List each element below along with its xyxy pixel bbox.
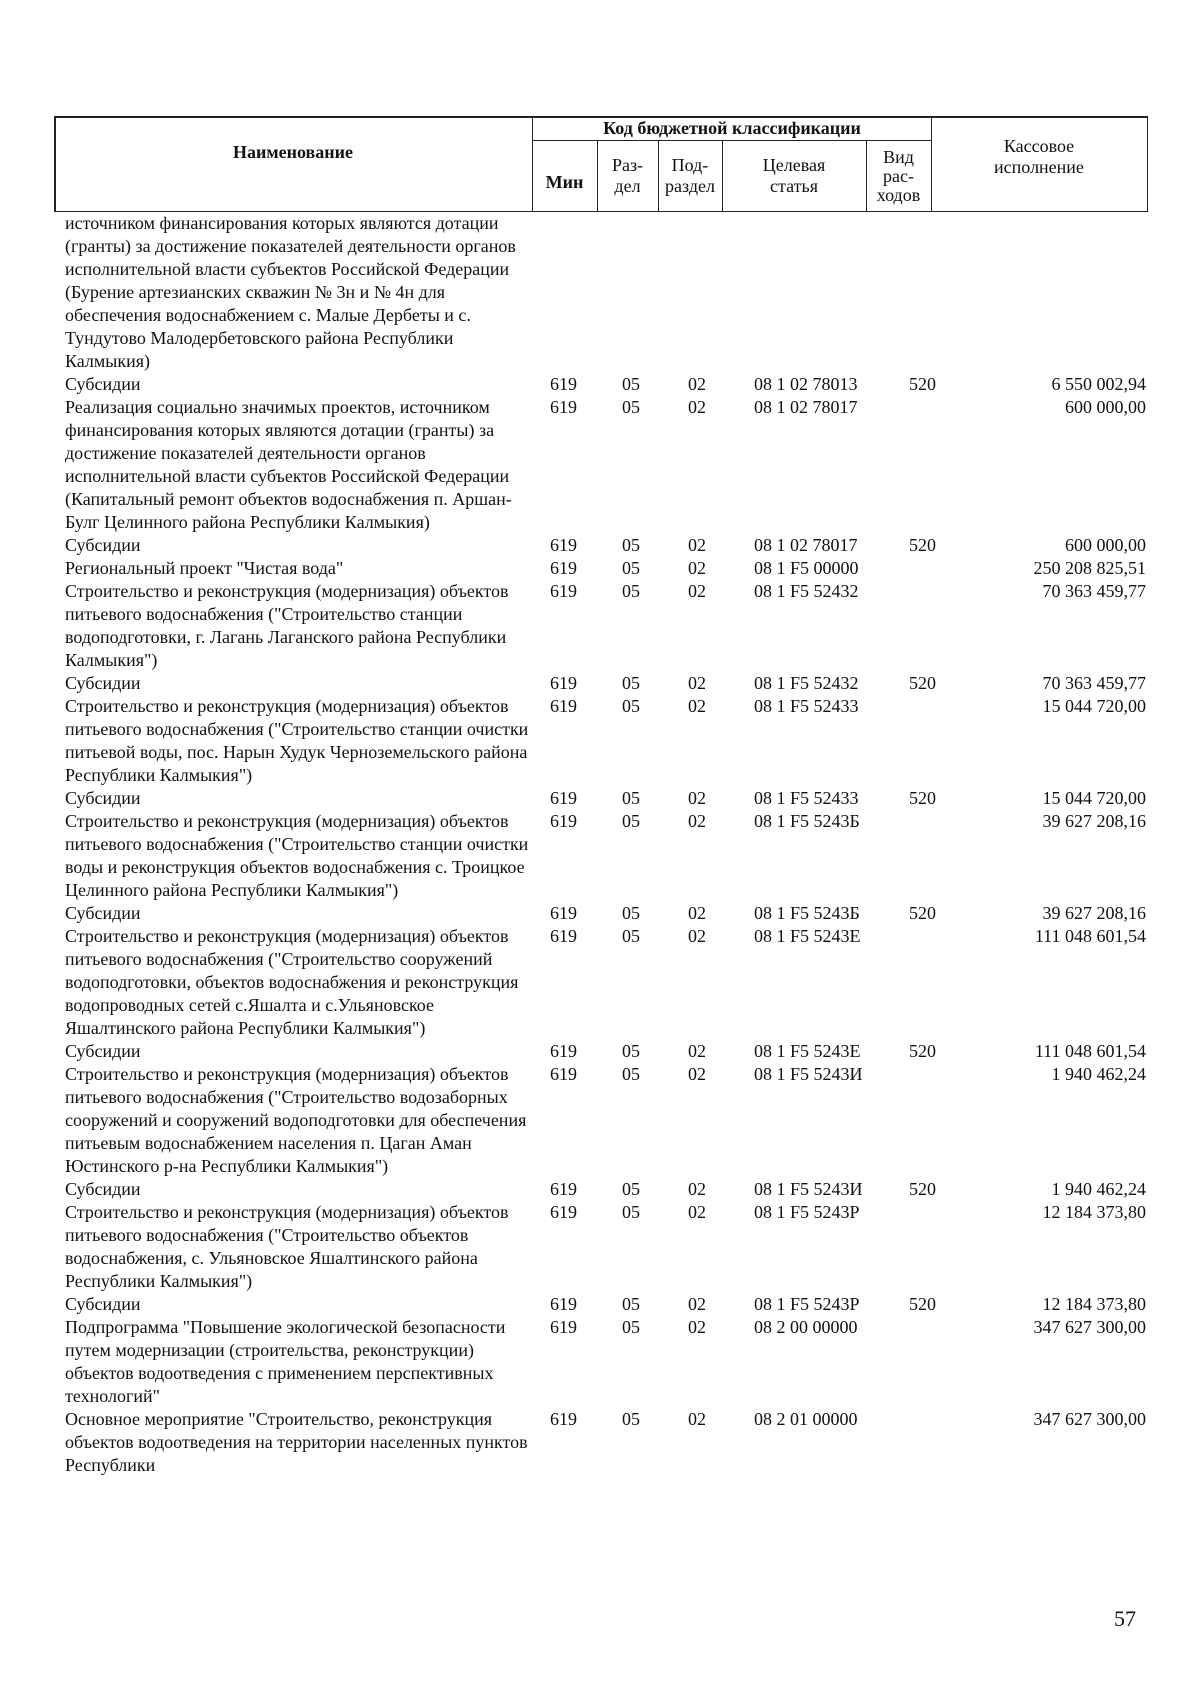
row-min: 619 <box>550 1179 577 1199</box>
row-podrazdel: 02 <box>688 581 706 601</box>
row-razdel: 05 <box>622 1041 640 1061</box>
row-podrazdel: 02 <box>688 696 706 716</box>
row-name: Основное мероприятие "Строительство, реконструкция объектов водоотведения на территории населенных пунктов Республики <box>65 1409 528 1475</box>
table-row <box>0 787 1200 810</box>
row-vid: 520 <box>909 788 936 808</box>
row-sum: 6 550 002,94 <box>1051 374 1146 394</box>
row-razdel: 05 <box>622 903 640 923</box>
row-min: 619 <box>550 397 577 417</box>
row-podrazdel: 02 <box>688 1179 706 1199</box>
header-kbk: Код бюджетной классификации <box>603 117 861 138</box>
row-name: Субсидии <box>65 1179 141 1199</box>
row-podrazdel: 02 <box>688 1317 706 1337</box>
row-sum: 70 363 459,77 <box>1042 581 1146 601</box>
row-sum: 600 000,00 <box>1065 397 1146 417</box>
row-razdel: 05 <box>622 696 640 716</box>
row-vid: 520 <box>909 673 936 693</box>
header-min: Мин <box>545 171 584 192</box>
row-celevaya: 08 1 F5 00000 <box>754 558 859 578</box>
row-podrazdel: 02 <box>688 1041 706 1061</box>
row-sum: 12 184 373,80 <box>1042 1294 1146 1314</box>
row-razdel: 05 <box>622 1409 640 1429</box>
row-celevaya: 08 2 00 00000 <box>754 1317 858 1337</box>
row-razdel: 05 <box>622 673 640 693</box>
row-min: 619 <box>550 1064 577 1084</box>
row-sum: 250 208 825,51 <box>1033 558 1146 578</box>
row-min: 619 <box>550 696 577 716</box>
header-name: Наименование <box>233 141 353 162</box>
row-name: Субсидии <box>65 1294 141 1314</box>
row-sum: 12 184 373,80 <box>1042 1202 1146 1222</box>
row-name: Строительство и реконструкция (модернизация) объектов питьевого водоснабжения ("Строительство водозаборных сооружений и сооружений водоподготовки для обеспечения питьевым водоснабжением населения п. Цаган Аман Юстинского р-на Республики Калмыкия") <box>65 1064 527 1176</box>
row-min: 619 <box>550 1317 577 1337</box>
row-min: 619 <box>550 581 577 601</box>
row-sum: 15 044 720,00 <box>1042 788 1146 808</box>
table-row <box>0 1408 1200 1477</box>
header-kassovoe: Кассовое исполнение <box>994 136 1084 177</box>
table-row <box>0 695 1200 787</box>
row-celevaya: 08 1 F5 5243Б <box>754 903 860 923</box>
row-celevaya: 08 1 F5 5243Е <box>754 1041 861 1061</box>
row-min: 619 <box>550 535 577 555</box>
row-sum: 347 627 300,00 <box>1033 1409 1146 1429</box>
table-row <box>0 1040 1200 1063</box>
row-podrazdel: 02 <box>688 811 706 831</box>
row-min: 619 <box>550 374 577 394</box>
header-podrazdel: Под- раздел <box>665 155 715 196</box>
row-min: 619 <box>550 903 577 923</box>
row-razdel: 05 <box>622 811 640 831</box>
row-razdel: 05 <box>622 581 640 601</box>
header-razdel: Раз- дел <box>611 155 644 196</box>
row-celevaya: 08 1 02 78017 <box>754 535 858 555</box>
row-name: Субсидии <box>65 673 141 693</box>
row-celevaya: 08 1 F5 52432 <box>754 673 859 693</box>
row-podrazdel: 02 <box>688 673 706 693</box>
row-podrazdel: 02 <box>688 926 706 946</box>
row-razdel: 05 <box>622 926 640 946</box>
row-razdel: 05 <box>622 788 640 808</box>
row-celevaya: 08 1 F5 52433 <box>754 788 859 808</box>
row-vid: 520 <box>909 535 936 555</box>
row-min: 619 <box>550 558 577 578</box>
row-name: источником финансирования которых являются дотации (гранты) за достижение показателей деятельности органов исполнительной власти субъектов Российской Федерации (Бурение артезианских скважин № 3н и № 4н для обеспечения водоснабжением с. Малые Дербеты и с. Тундутово Малодербетовского района Республики Калмыкия) <box>65 213 516 371</box>
row-podrazdel: 02 <box>688 397 706 417</box>
row-podrazdel: 02 <box>688 788 706 808</box>
row-name: Субсидии <box>65 535 141 555</box>
row-name: Субсидии <box>65 903 141 923</box>
row-name: Субсидии <box>65 1041 141 1061</box>
table-row <box>0 534 1200 557</box>
row-min: 619 <box>550 673 577 693</box>
row-celevaya: 08 1 02 78013 <box>754 374 858 394</box>
row-celevaya: 08 1 F5 5243Е <box>754 926 861 946</box>
row-sum: 39 627 208,16 <box>1042 811 1146 831</box>
row-sum: 1 940 462,24 <box>1051 1179 1146 1199</box>
row-name: Строительство и реконструкция (модернизация) объектов питьевого водоснабжения ("Строительство станции очистки питьевой воды, пос. Нарын Худук Черноземельского района Республики Калмыкия") <box>65 696 529 785</box>
row-name: Реализация социально значимых проектов, источником финансирования которых являются дотации (гранты) за достижение показателей деятельности органов исполнительной власти субъектов Российской Федерации (Капитальный ремонт объектов водоснабжения п. Аршан-Булг Целинного района Республики Калмыкия) <box>65 397 512 532</box>
row-sum: 70 363 459,77 <box>1042 673 1146 693</box>
table-row <box>0 810 1200 902</box>
row-razdel: 05 <box>622 374 640 394</box>
row-sum: 15 044 720,00 <box>1042 696 1146 716</box>
row-name: Строительство и реконструкция (модернизация) объектов питьевого водоснабжения ("Строительство станции очистки воды и реконструкция объектов водоснабжения с. Троицкое Целинного района Республики Калмыкия") <box>65 811 529 900</box>
row-min: 619 <box>550 1409 577 1429</box>
header-vid: Вид рас- ходов <box>876 146 921 205</box>
row-celevaya: 08 1 F5 5243Р <box>754 1202 860 1222</box>
row-podrazdel: 02 <box>688 903 706 923</box>
page-number: 57 <box>1114 1606 1136 1631</box>
row-celevaya: 08 1 F5 5243Б <box>754 811 860 831</box>
table-row <box>0 902 1200 925</box>
row-podrazdel: 02 <box>688 535 706 555</box>
row-min: 619 <box>550 811 577 831</box>
row-celevaya: 08 1 F5 5243Р <box>754 1294 860 1314</box>
row-celevaya: 08 1 F5 5243И <box>754 1179 863 1199</box>
row-vid: 520 <box>909 1294 936 1314</box>
table-row <box>0 373 1200 396</box>
row-celevaya: 08 1 02 78017 <box>754 397 858 417</box>
table-body <box>0 212 1200 1477</box>
row-podrazdel: 02 <box>688 558 706 578</box>
row-min: 619 <box>550 788 577 808</box>
row-sum: 111 048 601,54 <box>1034 1041 1146 1061</box>
table-row <box>0 580 1200 672</box>
row-vid: 520 <box>909 1179 936 1199</box>
row-min: 619 <box>550 1041 577 1061</box>
row-podrazdel: 02 <box>688 374 706 394</box>
table-row <box>0 672 1200 695</box>
row-name: Строительство и реконструкция (модернизация) объектов питьевого водоснабжения ("Строительство станции водоподготовки, г. Лагань Лаганского района Республики Калмыкия") <box>65 581 509 670</box>
row-name: Субсидии <box>65 788 141 808</box>
row-podrazdel: 02 <box>688 1202 706 1222</box>
row-celevaya: 08 1 F5 5243И <box>754 1064 863 1084</box>
table-row <box>0 1063 1200 1178</box>
row-razdel: 05 <box>622 1202 640 1222</box>
row-vid: 520 <box>909 1041 936 1061</box>
table-row <box>0 1293 1200 1316</box>
row-min: 619 <box>550 1202 577 1222</box>
row-sum: 600 000,00 <box>1065 535 1146 555</box>
table-row <box>0 925 1200 1040</box>
table-row <box>0 1201 1200 1293</box>
row-name: Региональный проект "Чистая вода" <box>65 558 344 578</box>
row-min: 619 <box>550 1294 577 1314</box>
row-sum: 1 940 462,24 <box>1051 1064 1146 1084</box>
row-name: Строительство и реконструкция (модернизация) объектов питьевого водоснабжения ("Строительство объектов водоснабжения, с. Ульяновское Яшалтинского района Республики Калмыкия") <box>65 1202 509 1291</box>
row-razdel: 05 <box>622 1294 640 1314</box>
row-podrazdel: 02 <box>688 1064 706 1084</box>
row-celevaya: 08 1 F5 52432 <box>754 581 859 601</box>
row-razdel: 05 <box>622 535 640 555</box>
row-razdel: 05 <box>622 397 640 417</box>
row-celevaya: 08 2 01 00000 <box>754 1409 858 1429</box>
row-podrazdel: 02 <box>688 1409 706 1429</box>
row-name: Строительство и реконструкция (модернизация) объектов питьевого водоснабжения ("Строительство сооружений водоподготовки, объектов водоснабжения и реконструкция водопроводных сетей с.Яшалта и с.Ульяновское Яшалтинского района Республики Калмыкия") <box>65 926 519 1038</box>
row-sum: 39 627 208,16 <box>1042 903 1146 923</box>
row-razdel: 05 <box>622 558 640 578</box>
table-row <box>0 557 1200 580</box>
row-min: 619 <box>550 926 577 946</box>
row-name: Подпрограмма "Повышение экологической безопасности путем модернизации (строительства, реконструкции) объектов водоотведения с применением перспективных технологий" <box>65 1317 506 1406</box>
row-vid: 520 <box>909 903 936 923</box>
header-celevaya: Целевая статья <box>762 155 826 196</box>
row-podrazdel: 02 <box>688 1294 706 1314</box>
row-vid: 520 <box>909 374 936 394</box>
table-row <box>0 212 1200 373</box>
table-row <box>0 396 1200 534</box>
row-sum: 347 627 300,00 <box>1033 1317 1146 1337</box>
row-sum: 111 048 601,54 <box>1034 926 1146 946</box>
table-row <box>0 1178 1200 1201</box>
table-row <box>0 1316 1200 1408</box>
row-name: Субсидии <box>65 374 141 394</box>
row-razdel: 05 <box>622 1317 640 1337</box>
table-header <box>54 116 1148 212</box>
row-celevaya: 08 1 F5 52433 <box>754 696 859 716</box>
row-razdel: 05 <box>622 1064 640 1084</box>
row-razdel: 05 <box>622 1179 640 1199</box>
